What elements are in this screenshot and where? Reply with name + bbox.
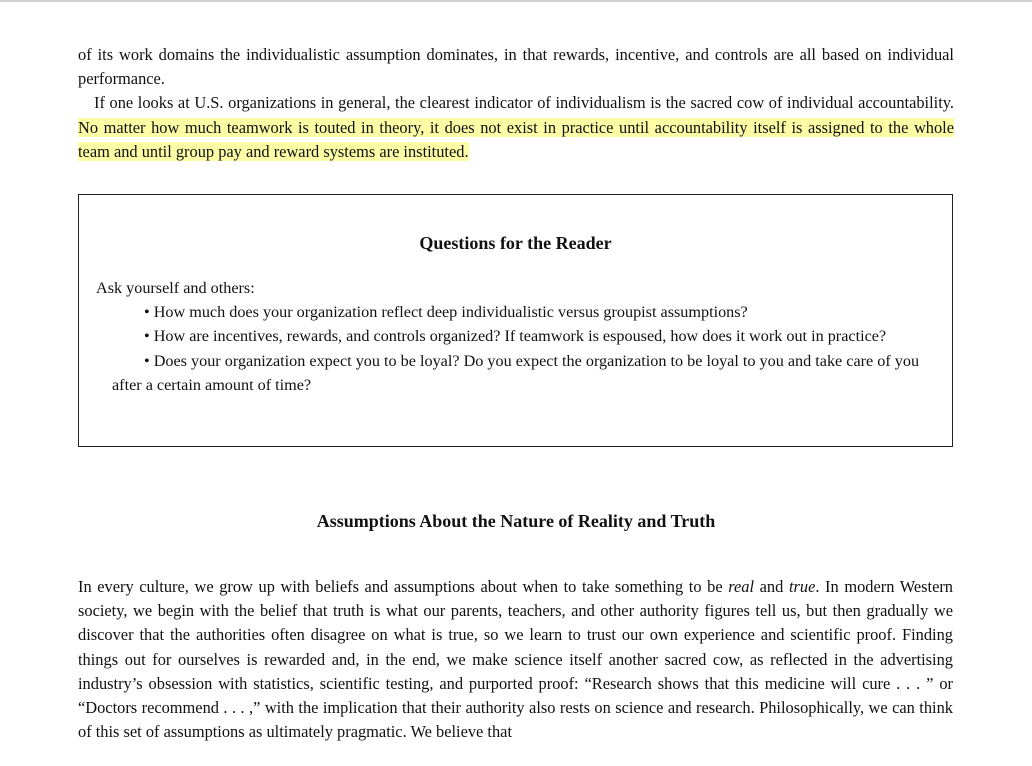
questions-intro: Ask yourself and others: (96, 279, 255, 297)
question-item: • Does your organization expect you to be loyal? Do you expect the organization to be loyal to you and take care of you after a certain amount of time? (112, 351, 920, 394)
questions-box-title: Questions for the Reader (419, 233, 612, 253)
question-item: • How are incentives, rewards, and controls organized? If teamwork is espoused, how does it work out in practice? (144, 327, 887, 346)
window-top-border (0, 0, 1032, 2)
highlighted-text[interactable]: No matter how much teamwork is touted in theory, it does not exist in practice until accountability itself is assigned to the whole team and until group pay and reward systems are instituted. (78, 117, 954, 161)
emphasis-true: true (788, 577, 816, 596)
reality-text-part3: . In modern Western society, we begin with the belief that truth is what our parents, teachers, and other authority figures tell us, but then gradually we discover that the authorities often disagree on what is true, so we learn to trust our own experience and scientific proof. Finding things out for ourselves is rewarded and, in the end, we make science itself another sacred cow, as reflected in the advertising industry’s obsession with statistics, scientific testing, and purported proof: “Research shows that this medicine will cure . . . ” or “Doctors recommend . . . ,” with the implication that their authority also rests on science and research. Philosophically, we can think of this set of assumptions as ultimately pragmatic. We believe that (78, 577, 953, 742)
section-heading: Assumptions About the Nature of Reality and Truth (316, 511, 716, 531)
reality-text-part1: In every culture, we grow up with beliefs and assumptions about when to take something to be (78, 577, 729, 596)
paragraph-accountability-text: If one looks at U.S. organizations in general, the clearest indicator of individualism is the sacred cow of individual accountability. (94, 93, 954, 113)
paragraph-reality-truth (78, 575, 953, 744)
paragraph-individual-performance: of its work domains the individualistic assumption dominates, in that rewards, incentive, and controls are all based on individual performance. (78, 45, 954, 89)
document-page (78, 40, 954, 742)
reality-text-part2: and (754, 577, 789, 596)
questions-box (78, 194, 953, 447)
questions-box-body (96, 276, 946, 397)
emphasis-real: real (728, 577, 755, 596)
paragraph-accountability (78, 91, 954, 164)
question-item: • How much does your organization reflect deep individualistic versus groupist assumptions? (144, 303, 748, 322)
